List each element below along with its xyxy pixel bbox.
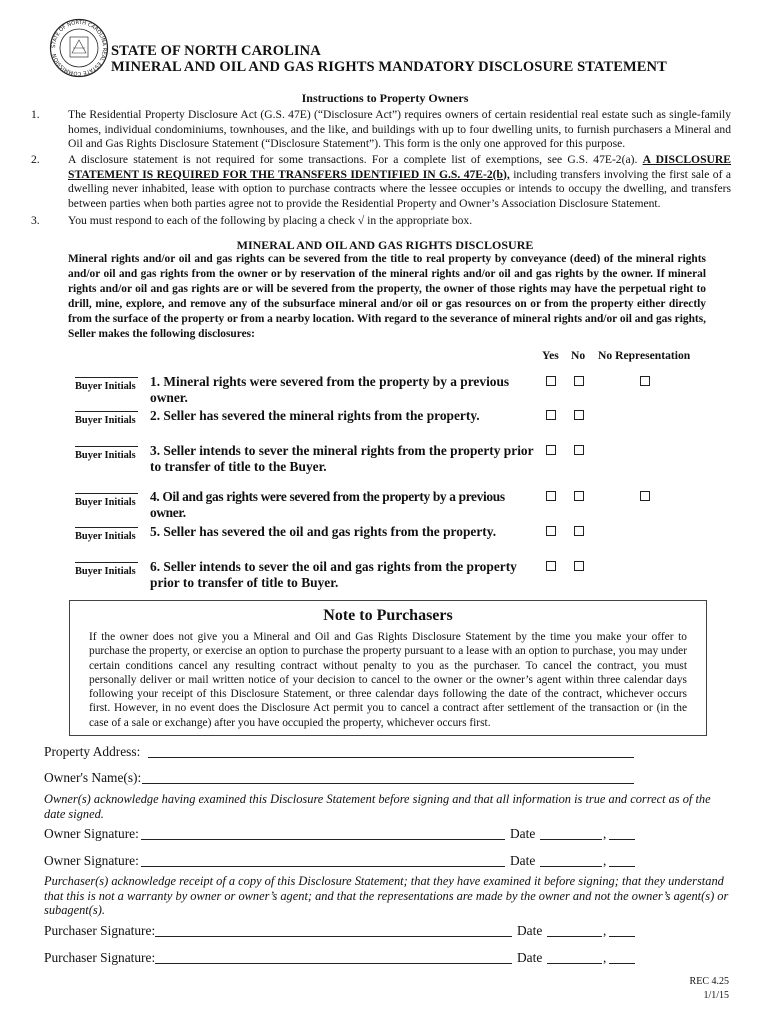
owners-names-line[interactable] [142,783,634,784]
property-address-line[interactable] [148,757,634,758]
purchaser-date-label-1: Date [517,923,543,938]
question-4: 4. Oil and gas rights were severed from the property by a previous owner. [150,489,505,520]
checkbox-yes-2[interactable] [546,410,556,420]
checkbox-no-3[interactable] [574,445,584,455]
form-code: REC 4.25 [689,976,729,987]
purchaser-year-line-2[interactable] [609,963,635,964]
checkbox-yes-1[interactable] [546,376,556,386]
instruction-item-3 [31,214,731,229]
owner-signature-label-2: Owner Signature: [44,853,139,868]
purchaser-signature-label-2: Purchaser Signature: [44,950,156,965]
checkbox-no-representation-1[interactable] [640,376,650,386]
note-to-purchasers-box [69,600,707,736]
checkbox-yes-5[interactable] [546,526,556,536]
purchaser-date-line-2[interactable] [547,963,602,964]
purchaser-date-line-1[interactable] [547,936,602,937]
question-1: 1. Mineral rights were severed from the property by a previous owner. [150,374,510,405]
owner-signature-line-1[interactable] [141,839,505,840]
owner-date-line-2[interactable] [540,866,602,867]
column-yes: Yes [542,349,559,362]
checkbox-yes-3[interactable] [546,445,556,455]
instruction-item-1 [31,108,731,152]
checkbox-no-6[interactable] [574,561,584,571]
column-no: No [571,349,586,362]
owner-year-line-1[interactable] [609,839,635,840]
owner-date-label-1: Date [510,826,536,841]
question-2: 2. Seller has severed the mineral rights from the property. [150,408,480,423]
purchaser-signature-line-1[interactable] [155,936,512,937]
property-address-label: Property Address: [44,744,141,759]
item-number: 2. [31,153,40,166]
item-text: A disclosure statement is not required for some transactions. For a complete list of exemptions, see G.S. 47E-2(a). A DISCLOSURE STATEMENT IS REQUIRED FOR THE TRANSFERS IDENTIFIED IN G.S. 47E-2(b), including transfers involving the first sale of a dwelling never inhabited, lease with option to purchase contracts where the lessee occupies or intends to occupy the dwelling, and transfers between parties when both parties agree not to provide the Residential Property and Owner’s Association Disclosure Statement. [68,153,731,210]
disclosure-body: Mineral rights and/or oil and gas rights can be severed from the title to real property by conveyance (deed) of the mineral rights and/or oil and gas rights from the owner or by reservation of the mineral rights and/or oil and gas rights by the owner. If mineral rights and/or oil and gas rights are or will be severed from the property, the owner of those rights may have the perpetual right to drill, mine, explore, and remove any of the subsurface mineral and/or oil or gas resources on or from the property either directly from the surface of the property or from a nearby location. With regard to the severance of mineral rights and/or oil and gas rights, Seller makes the following disclosures: [68,253,706,340]
column-no-representation: No Representation [598,349,691,362]
form-title-state: STATE OF NORTH CAROLINA [111,43,321,59]
owners-names-label: Owner's Name(s): [44,770,142,785]
question-3: 3. Seller intends to sever the mineral rights from the property prior to transfer of title to the Buyer. [150,443,534,474]
checkbox-no-representation-4[interactable] [640,491,650,501]
purchaser-acknowledgement: Purchaser(s) acknowledge receipt of a copy of this Disclosure Statement; that they have examined it before signing; that they understand that this is not a warranty by owner or owner’s agent; and that the representations are made by the owner and not the owner’s agent(s) or subagent(s). [44,874,729,918]
instructions-heading: Instructions to Property Owners [301,91,469,105]
date-comma: , [603,923,607,938]
purchaser-signature-line-2[interactable] [155,963,512,964]
item-number: 1. [31,108,40,121]
date-comma: , [603,826,607,841]
instruction-item-2 [31,153,731,211]
nc-real-estate-commission-seal [49,18,109,78]
buyer-initials-1[interactable]: Buyer Initials [75,377,141,392]
buyer-initials-6[interactable]: Buyer Initials [75,562,141,577]
owner-signature-label-1: Owner Signature: [44,826,139,841]
owner-year-line-2[interactable] [609,866,635,867]
date-comma: , [603,853,607,868]
item-number: 3. [31,214,40,227]
date-comma: , [603,950,607,965]
purchaser-date-label-2: Date [517,950,543,965]
checkbox-no-1[interactable] [574,376,584,386]
owner-date-line-1[interactable] [540,839,602,840]
purchaser-signature-label-1: Purchaser Signature: [44,923,156,938]
purchaser-year-line-1[interactable] [609,936,635,937]
checkbox-no-4[interactable] [574,491,584,501]
note-title: Note to Purchasers [323,607,453,624]
form-date: 1/1/15 [703,990,729,1001]
owner-acknowledgement: Owner(s) acknowledge having examined this Disclosure Statement before signing and that all information is true and correct as of the date signed. [44,792,711,821]
question-5: 5. Seller has severed the oil and gas rights from the property. [150,524,497,539]
question-6: 6. Seller intends to sever the oil and gas rights from the property prior to transfer of title to Buyer. [150,559,517,590]
note-body: If the owner does not give you a Mineral and Oil and Gas Rights Disclosure Statement by the time you make your offer to purchase the property, or exercise an option to purchase the property pursuant to a lease with an option to purchase, you may under certain conditions cancel any resulting contract without penalty to you as the purchaser. To cancel the contract, you must personally deliver or mail written notice of your decision to cancel to the owner or the owner’s agent within three calendar days following your receipt of this Disclosure Statement, or three calendar days following the date of the contract, whichever occurs first. However, in no event does the Disclosure Act permit you to cancel a contract after settlement of the transaction or (in the case of a sale or exchange) after you have occupied the property, whichever occurs first. [89,631,687,729]
checkbox-yes-4[interactable] [546,491,556,501]
item-text: The Residential Property Disclosure Act (G.S. 47E) (“Disclosure Act”) requires owners of certain residential real estate such as single-family homes, individual condominiums, townhouses, and the like, and buildings with up to four dwelling units, to furnish purchasers a Mineral and Oil and Gas Rights Disclosure Statement (“Disclosure Statement”). This form is the only one approved for this purpose. [68,108,731,151]
buyer-initials-5[interactable]: Buyer Initials [75,527,141,542]
checkbox-yes-6[interactable] [546,561,556,571]
svg-text:STATE OF NORTH CAROLINA REAL E: STATE OF NORTH CAROLINA REAL ESTATE COMMISSION [50,19,108,77]
form-title: MINERAL AND OIL AND GAS RIGHTS MANDATORY DISCLOSURE STATEMENT [111,59,667,75]
owner-signature-line-2[interactable] [141,866,505,867]
buyer-initials-3[interactable]: Buyer Initials [75,446,141,461]
buyer-initials-4[interactable]: Buyer Initials [75,493,141,508]
owner-date-label-2: Date [510,853,536,868]
item-text: You must respond to each of the following by placing a check √ in the appropriate box. [68,214,473,227]
checkbox-no-2[interactable] [574,410,584,420]
disclosure-heading: MINERAL AND OIL AND GAS RIGHTS DISCLOSURE [236,238,534,252]
buyer-initials-2[interactable]: Buyer Initials [75,411,141,426]
checkbox-no-5[interactable] [574,526,584,536]
